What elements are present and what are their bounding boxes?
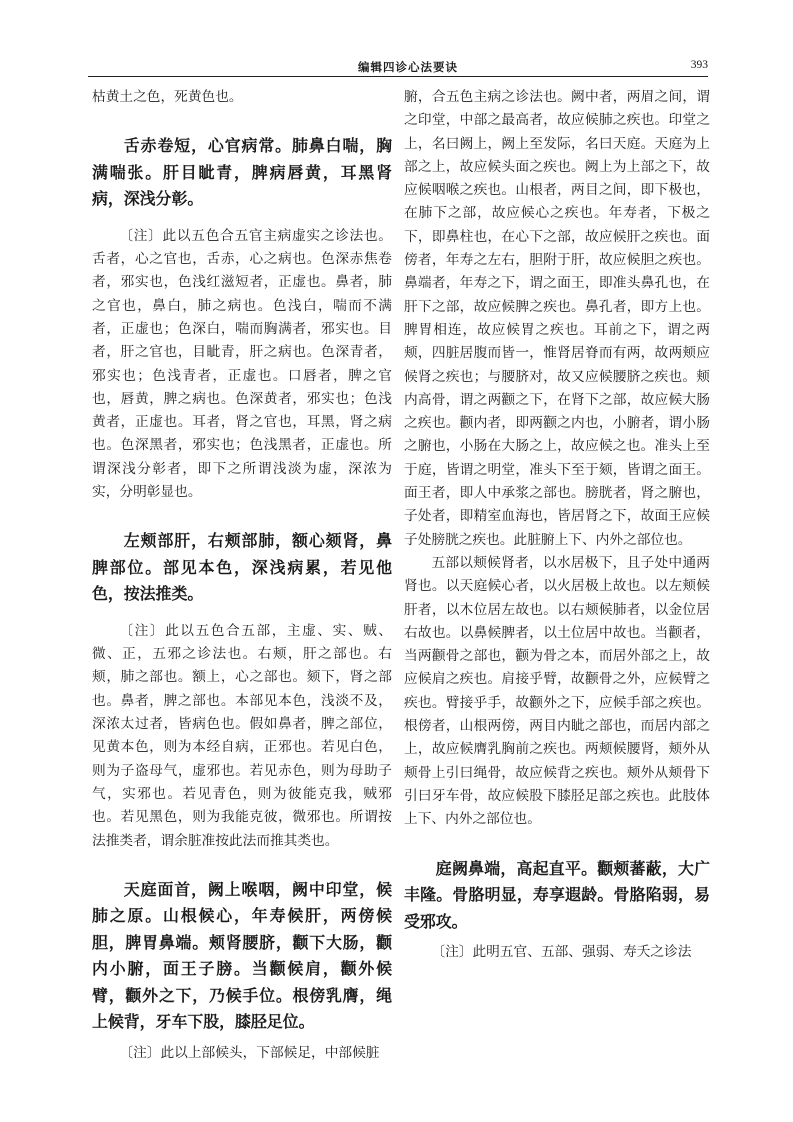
page-number: 393 xyxy=(690,59,708,71)
verse-five-regions: 左颊部肝，右颊部肺，额心颏肾，鼻脾部位。部见本色，深浅病累，若见他色，按法推类。 xyxy=(92,531,392,604)
annotation-five-organs: 〔注〕此以五色合五官主病虚实之诊法也。舌者，心之官也，舌赤，心之病也。色深赤焦卷者，邪实也，色浅红滋短者，正虚也。鼻者，肺之官也，鼻白，肺之病也。色浅白，喘而不满者，正虚也；色深白，喘而胸满者，邪实也。目者，肝之官也，目眦青，肝之病也。色深青者，邪实也；色浅青者，正虚也。口唇者，脾之官也，唇黄，脾之病也。色深黄者，邪实也；色浅黄者，正虚也。耳者，肾之官也，耳黑，肾之病也。色深黑者，邪实也；色浅黑者，正虚也。所谓深浅分彰者，即下之所谓浅淡为虚，深浓为实，分明彰显也。 xyxy=(92,227,392,501)
left-column xyxy=(92,86,392,1065)
verse-tongue-and-organs: 舌赤卷短，心官病常。肺鼻白喘，胸满喘张。肝目眦青，脾病唇黄，耳黑肾病，深浅分彰。 xyxy=(92,136,392,209)
annotation-five-regions: 〔注〕此以五色合五部，主虚、实、贼、微、正，五邪之诊法也。右颊，肝之部也。右颊，肺之部也。额上，心之部也。颏下，肾之部也。鼻者，脾之部也。本部见本色，浅淡不及，深浓太过者，皆病色也。假如鼻者，脾之部位，见黄本色，则为本经自病，正邪也。若见白色，则为子盗母气，虚邪也。若见赤色，则为母助子气，实邪也。若见青色，则为彼能克我，贼邪也。若见黑色，则为我能克彼，微邪也。所谓按法推类者，谓余脏准按此法而推其类也。 xyxy=(92,622,392,849)
verse-facial-zones: 天庭面首，阙上喉咽，阙中印堂，候肺之原。山根候心，年寿候肝，两傍候胆，脾胃鼻端。颊肾腰脐，颧下大肠，颧内小腑，面王子膀。当颧候肩，颧外候臂，颧外之下，乃候手位。根傍乳膺，绳上候背，牙车下股，膝胫足位。 xyxy=(92,879,392,1032)
running-title: 编辑四诊心法要诀 xyxy=(358,60,458,74)
verse-longevity: 庭阙鼻端，高起直平。颧颊蕃蔽，大广丰隆。骨胳明显，寿享遐龄。骨胳陷弱，易受邪攻。 xyxy=(404,858,710,931)
annotation-facial-zones-start: 〔注〕此以上部候头，下部候足，中部候脏 xyxy=(119,1044,380,1061)
continuation-paragraph: 枯黄土之色，死黄色也。 xyxy=(92,89,243,105)
annotation-longevity-start: 〔注〕此明五官、五部、强弱、寿夭之诊法 xyxy=(431,944,692,960)
running-header xyxy=(88,60,708,77)
annotation-facial-zones-continued: 腑，合五色主病之诊法也。阙中者，两眉之间，谓之印堂，中部之最高者，故应候肺之疾也。印堂之上，名曰阙上，阙上至发际，名曰天庭。天庭为上部之上，故应候头面之疾也。阙上为上部之下，故应候咽喉之疾也。山根者，两目之间，即下极也，在肺下之部，故应候心之疾也。年寿者，下极之下，即鼻柱也，在心下之部，故应候肝之疾也。面傍者，年寿之左右，胆附于肝，故应候胆之疾也。鼻端者，年寿之下，谓之面王，即准头鼻孔也，在肝下之部，故应候脾之疾也。鼻孔者，即方上也。脾胃相连，故应候胃之疾也。耳前之下，谓之两颊，四脏居腹而皆一，惟肾居脊而有两，故两颊应候肾之疾也；与腰脐对，故又应候腰脐之疾也。颊内高骨，谓之两颧之下，在肾下之部，故应候大肠之疾也。颧内者，即两颧之内也，小腑者，谓小肠之腑也，小肠在大肠之上，故应候之也。准头上至于庭，皆谓之明堂，准头下至于颏，皆谓之面王。面王者，即人中承浆之部也。膀胱者，肾之腑也，子处者，即精室血海也，皆居肾之下，故面王应候子处膀胱之疾也。此脏腑上下、内外之部位也。 xyxy=(404,89,710,548)
annotation-five-regions-body: 五部以颊候肾者，以水居极下，且子处中通两肾也。以天庭候心者，以火居极上故也。以左颊候肝者，以木位居左故也。以右颊候肺者，以金位居右故也。以鼻候脾者，以土位居中故也。当颧者，当两颧骨之部也，颧为骨之本，而居外部之上，故应候肩之疾也。肩接乎臂，故颧骨之外，应候臂之疾也。臂接乎手，故颧外之下，应候手部之疾也。根傍者，山根两傍，两目内眦之部也，而居内部之上，故应候膺乳胸前之疾也。两颊候腰肾，颊外从颊骨上引曰绳骨，故应候背之疾也。颊外从颊骨下引曰牙车骨，故应候股下膝胫足部之疾也。此肢体上下、内外之部位也。 xyxy=(404,554,710,828)
right-column xyxy=(404,86,710,964)
